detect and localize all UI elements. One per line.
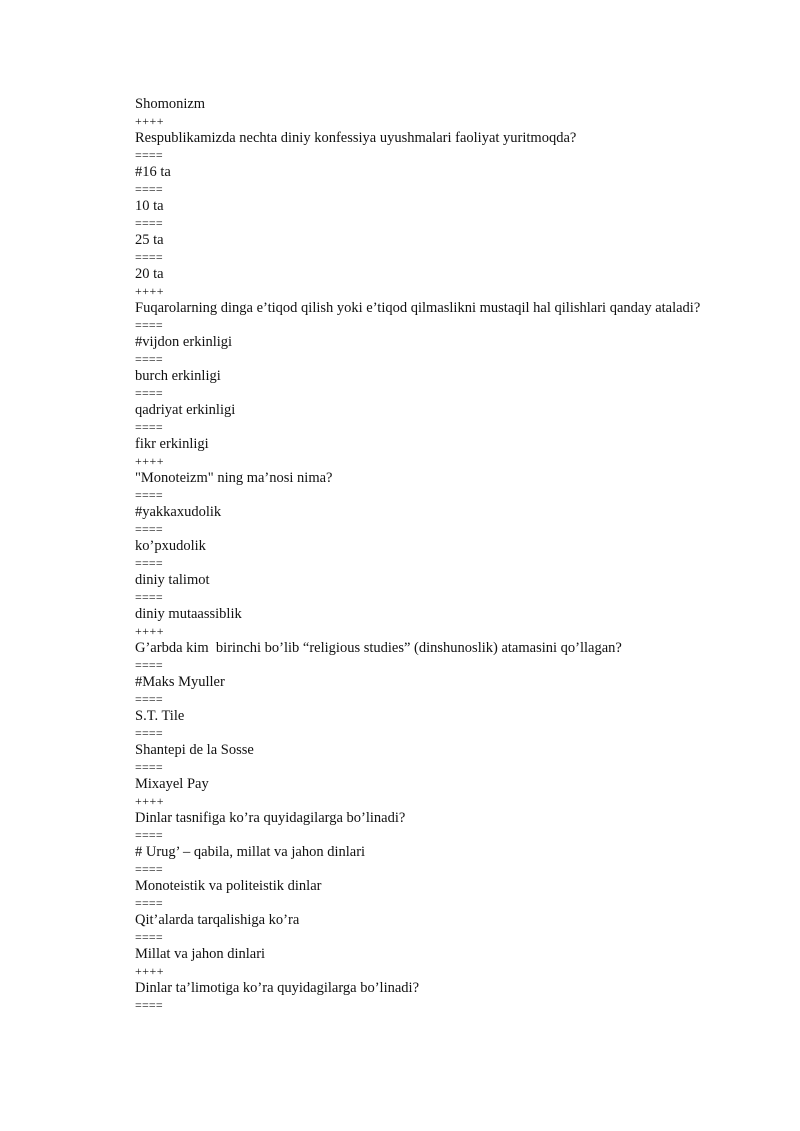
option-separator: ====	[135, 998, 163, 1012]
text-line: qadriyat erkinligi	[135, 402, 236, 418]
text-line: #Maks Myuller	[135, 674, 225, 690]
option-separator: ====	[135, 556, 163, 570]
document-body	[135, 96, 755, 1014]
option-separator: ====	[135, 148, 163, 162]
option-separator: ====	[135, 250, 163, 264]
question-separator: ++++	[135, 624, 165, 638]
option-separator: ====	[135, 182, 163, 196]
option-separator: ====	[135, 352, 163, 366]
text-line: "Monoteizm" ning ma’nosi nima?	[135, 470, 333, 486]
question-separator: ++++	[135, 454, 165, 468]
option-separator: ====	[135, 590, 163, 604]
option-separator: ====	[135, 896, 163, 910]
option-separator: ====	[135, 658, 163, 672]
text-line: Mixayel Pay	[135, 776, 209, 792]
text-line: diniy mutaassiblik	[135, 606, 242, 622]
option-separator: ====	[135, 760, 163, 774]
text-line: #vijdon erkinligi	[135, 334, 233, 350]
option-separator: ====	[135, 386, 163, 400]
question-separator: ++++	[135, 284, 165, 298]
text-line: 25 ta	[135, 232, 164, 248]
text-line: #yakkaxudolik	[135, 504, 222, 520]
text-line: fikr erkinligi	[135, 436, 209, 452]
option-separator: ====	[135, 828, 163, 842]
text-line: Dinlar tasnifiga ko’ra quyidagilarga bo’linadi?	[135, 810, 406, 826]
text-line: Shantepi de la Sosse	[135, 742, 254, 758]
text-line: Monoteistik va politeistik dinlar	[135, 878, 322, 894]
text-line: Dinlar ta’limotiga ko’ra quyidagilarga bo’linadi?	[135, 980, 420, 996]
text-line: # Urug’ – qabila, millat va jahon dinlari	[135, 844, 366, 860]
option-separator: ====	[135, 726, 163, 740]
question-separator: ++++	[135, 964, 165, 978]
option-separator: ====	[135, 216, 163, 230]
text-line: G’arbda kim birinchi bo’lib “religious studies” (dinshunoslik) atamasini qo’llagan?	[135, 640, 622, 656]
text-line: burch erkinligi	[135, 368, 221, 384]
text-line: Respublikamizda nechta diniy konfessiya uyushmalari faoliyat yuritmoqda?	[135, 130, 577, 146]
text-line: Fuqarolarning dinga e’tiqod qilish yoki e’tiqod qilmaslikni mustaqil hal qilishlari qanday ataladi?	[135, 300, 701, 316]
option-separator: ====	[135, 318, 163, 332]
option-separator: ====	[135, 692, 163, 706]
option-separator: ====	[135, 488, 163, 502]
text-line: diniy talimot	[135, 572, 210, 588]
text-line: Qit’alarda tarqalishiga ko’ra	[135, 912, 300, 928]
text-line: #16 ta	[135, 164, 171, 180]
text-line: ko’pxudolik	[135, 538, 206, 554]
question-separator: ++++	[135, 794, 165, 808]
question-separator: ++++	[135, 114, 165, 128]
option-separator: ====	[135, 862, 163, 876]
option-separator: ====	[135, 420, 163, 434]
text-line: 10 ta	[135, 198, 164, 214]
text-line: Shomonizm	[135, 96, 206, 112]
option-separator: ====	[135, 930, 163, 944]
option-separator: ====	[135, 522, 163, 536]
text-line: S.T. Tile	[135, 708, 185, 724]
text-line: 20 ta	[135, 266, 164, 282]
text-line: Millat va jahon dinlari	[135, 946, 266, 962]
